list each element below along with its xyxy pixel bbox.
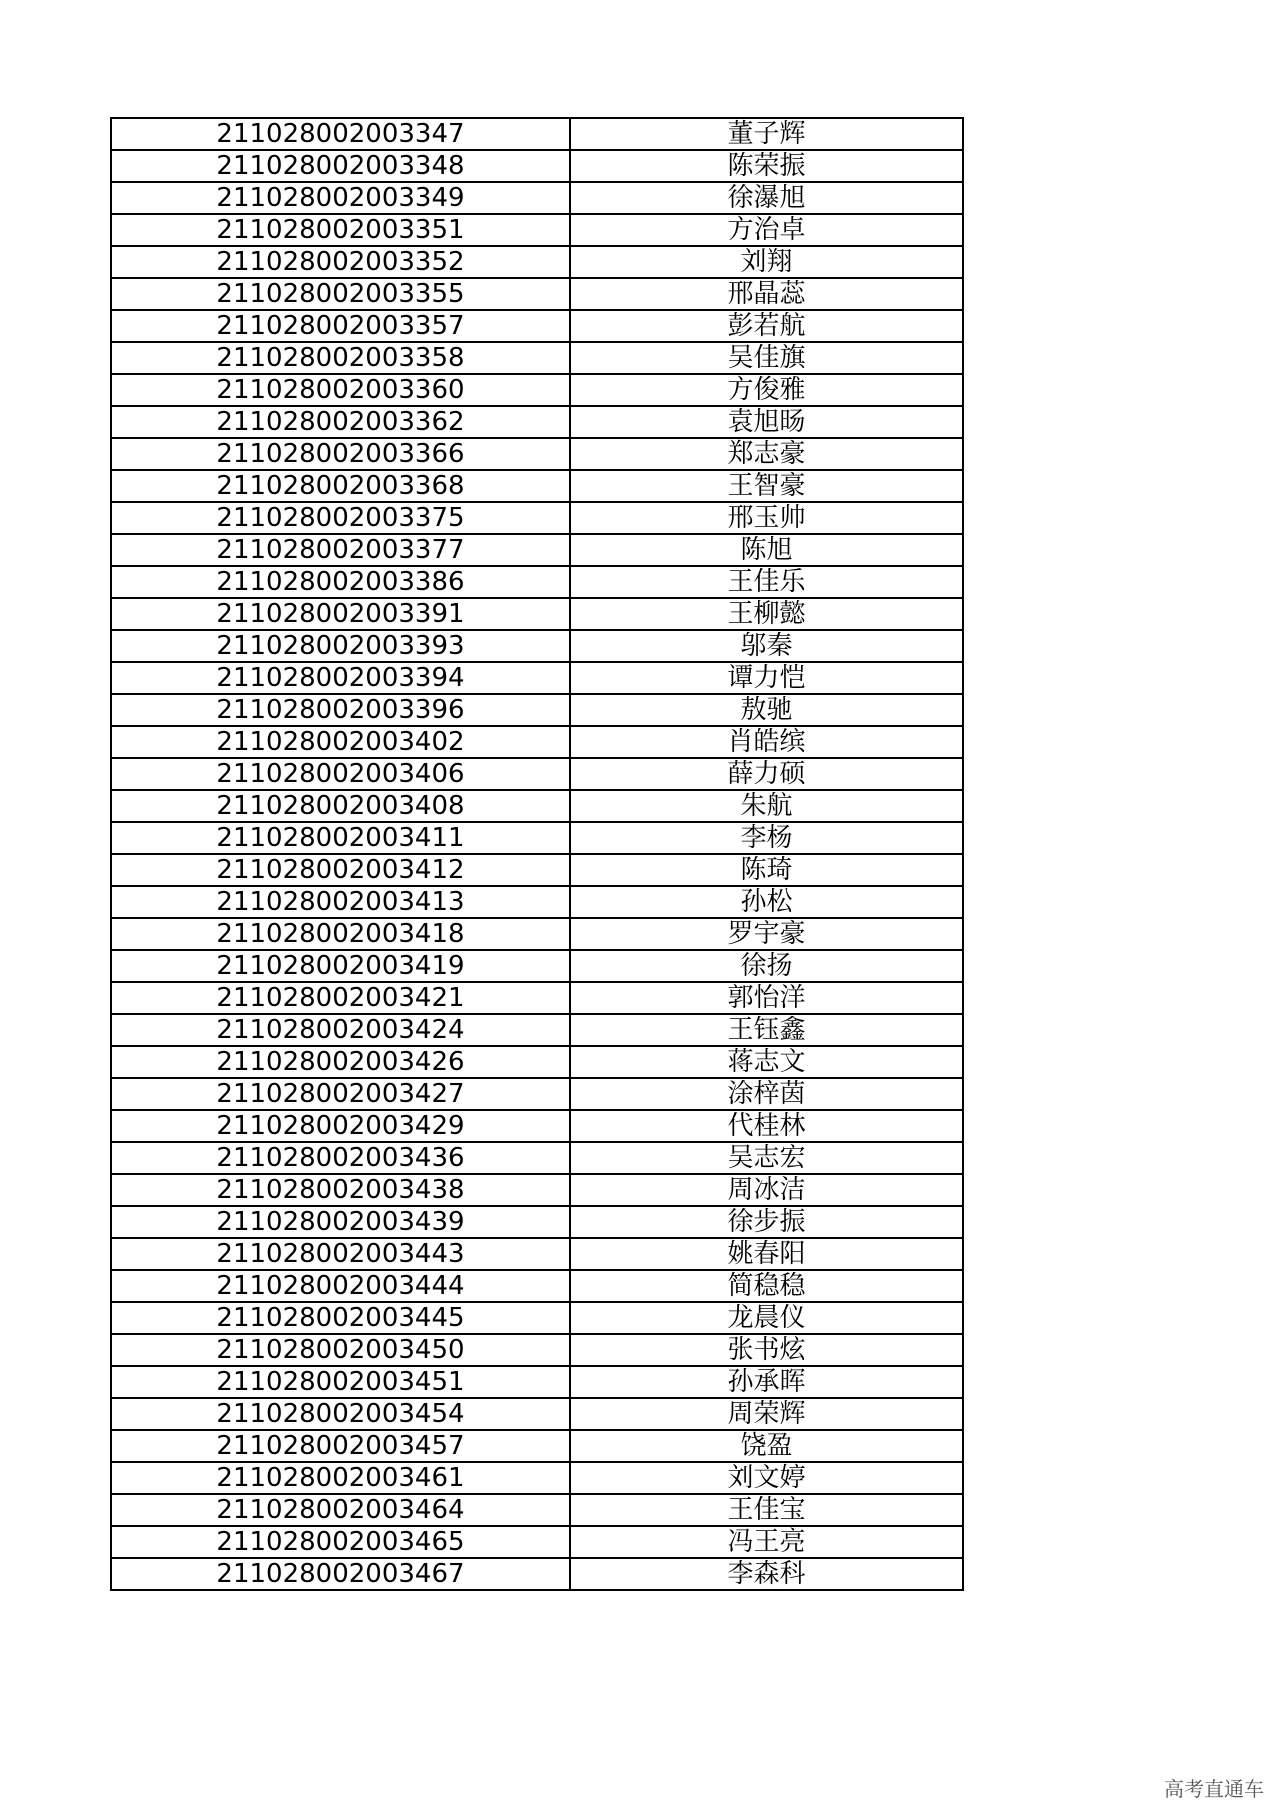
student-id-cell: 211028002003360 [111, 374, 570, 406]
student-name-cell: 方俊雅 [570, 374, 963, 406]
student-id-cell: 211028002003451 [111, 1366, 570, 1398]
student-id-cell: 211028002003443 [111, 1238, 570, 1270]
table-row [111, 182, 963, 214]
student-name-cell: 龙晨仪 [570, 1302, 963, 1334]
table-row [111, 566, 963, 598]
student-name-cell: 王智豪 [570, 470, 963, 502]
student-name-cell: 肖皓缤 [570, 726, 963, 758]
student-name-cell: 涂梓茵 [570, 1078, 963, 1110]
student-name-cell: 敖驰 [570, 694, 963, 726]
table-row [111, 1462, 963, 1494]
student-name-cell: 朱航 [570, 790, 963, 822]
table-row [111, 982, 963, 1014]
table-row [111, 118, 963, 150]
student-name-cell: 邬秦 [570, 630, 963, 662]
table-row [111, 1558, 963, 1590]
student-name-cell: 陈荣振 [570, 150, 963, 182]
student-id-cell: 211028002003396 [111, 694, 570, 726]
table-row [111, 1430, 963, 1462]
table-row [111, 1110, 963, 1142]
table-row [111, 630, 963, 662]
roster-table [110, 117, 964, 1591]
student-id-cell: 211028002003421 [111, 982, 570, 1014]
student-id-cell: 211028002003352 [111, 246, 570, 278]
table-row [111, 1206, 963, 1238]
student-name-cell: 董子辉 [570, 118, 963, 150]
table-row [111, 278, 963, 310]
table-row [111, 470, 963, 502]
student-id-cell: 211028002003394 [111, 662, 570, 694]
student-id-cell: 211028002003411 [111, 822, 570, 854]
student-name-cell: 谭力恺 [570, 662, 963, 694]
student-id-cell: 211028002003366 [111, 438, 570, 470]
student-name-cell: 袁旭旸 [570, 406, 963, 438]
student-name-cell: 徐扬 [570, 950, 963, 982]
student-name-cell: 饶盈 [570, 1430, 963, 1462]
student-id-cell: 211028002003439 [111, 1206, 570, 1238]
table-row [111, 246, 963, 278]
student-id-cell: 211028002003438 [111, 1174, 570, 1206]
student-id-cell: 211028002003450 [111, 1334, 570, 1366]
student-id-cell: 211028002003427 [111, 1078, 570, 1110]
table-row [111, 310, 963, 342]
student-name-cell: 陈旭 [570, 534, 963, 566]
table-row [111, 1398, 963, 1430]
student-name-cell: 郑志豪 [570, 438, 963, 470]
table-row [111, 534, 963, 566]
student-name-cell: 简稳稳 [570, 1270, 963, 1302]
table-row [111, 1334, 963, 1366]
student-name-cell: 姚春阳 [570, 1238, 963, 1270]
student-id-cell: 211028002003386 [111, 566, 570, 598]
student-name-cell: 代桂林 [570, 1110, 963, 1142]
table-row [111, 822, 963, 854]
student-name-cell: 李杨 [570, 822, 963, 854]
student-name-cell: 刘文婷 [570, 1462, 963, 1494]
table-row [111, 438, 963, 470]
student-id-cell: 211028002003444 [111, 1270, 570, 1302]
table-row [111, 1238, 963, 1270]
student-name-cell: 王柳懿 [570, 598, 963, 630]
table-row [111, 1494, 963, 1526]
student-id-cell: 211028002003377 [111, 534, 570, 566]
table-row [111, 726, 963, 758]
student-id-cell: 211028002003355 [111, 278, 570, 310]
student-id-cell: 211028002003419 [111, 950, 570, 982]
watermark-text: 高考直通车 [1164, 1777, 1264, 1801]
student-id-cell: 211028002003418 [111, 918, 570, 950]
student-id-cell: 211028002003393 [111, 630, 570, 662]
table-row [111, 758, 963, 790]
table-row [111, 1142, 963, 1174]
student-id-cell: 211028002003375 [111, 502, 570, 534]
student-id-cell: 211028002003362 [111, 406, 570, 438]
student-name-cell: 吴志宏 [570, 1142, 963, 1174]
student-name-cell: 王钰鑫 [570, 1014, 963, 1046]
student-name-cell: 薛力硕 [570, 758, 963, 790]
student-id-cell: 211028002003358 [111, 342, 570, 374]
table-row [111, 918, 963, 950]
student-id-cell: 211028002003413 [111, 886, 570, 918]
student-id-cell: 211028002003349 [111, 182, 570, 214]
student-name-cell: 冯王亮 [570, 1526, 963, 1558]
student-id-cell: 211028002003348 [111, 150, 570, 182]
table-row [111, 1078, 963, 1110]
student-name-cell: 李森科 [570, 1558, 963, 1590]
student-name-cell: 张书炫 [570, 1334, 963, 1366]
student-name-cell: 邢晶蕊 [570, 278, 963, 310]
student-name-cell: 罗宇豪 [570, 918, 963, 950]
student-id-cell: 211028002003351 [111, 214, 570, 246]
student-name-cell: 陈琦 [570, 854, 963, 886]
table-row [111, 662, 963, 694]
table-row [111, 1174, 963, 1206]
student-id-cell: 211028002003429 [111, 1110, 570, 1142]
student-name-cell: 王佳乐 [570, 566, 963, 598]
student-id-cell: 211028002003426 [111, 1046, 570, 1078]
student-id-cell: 211028002003406 [111, 758, 570, 790]
student-name-cell: 邢玉帅 [570, 502, 963, 534]
student-id-cell: 211028002003467 [111, 1558, 570, 1590]
student-name-cell: 王佳宝 [570, 1494, 963, 1526]
student-name-cell: 周冰洁 [570, 1174, 963, 1206]
student-name-cell: 孙承晖 [570, 1366, 963, 1398]
table-row [111, 950, 963, 982]
student-name-cell: 刘翔 [570, 246, 963, 278]
table-row [111, 406, 963, 438]
student-id-cell: 211028002003402 [111, 726, 570, 758]
student-name-cell: 郭怡洋 [570, 982, 963, 1014]
table-row [111, 1014, 963, 1046]
student-id-cell: 211028002003424 [111, 1014, 570, 1046]
student-name-cell: 方治卓 [570, 214, 963, 246]
student-name-cell: 吴佳旗 [570, 342, 963, 374]
table-row [111, 342, 963, 374]
student-id-cell: 211028002003357 [111, 310, 570, 342]
table-row [111, 1270, 963, 1302]
table-row [111, 854, 963, 886]
student-name-cell: 周荣辉 [570, 1398, 963, 1430]
student-id-cell: 211028002003368 [111, 470, 570, 502]
student-name-cell: 徐瀑旭 [570, 182, 963, 214]
table-row [111, 1046, 963, 1078]
roster-body [111, 118, 963, 1590]
table-row [111, 1526, 963, 1558]
student-name-cell: 孙松 [570, 886, 963, 918]
student-id-cell: 211028002003412 [111, 854, 570, 886]
table-row [111, 1366, 963, 1398]
table-row [111, 886, 963, 918]
student-id-cell: 211028002003464 [111, 1494, 570, 1526]
table-row [111, 502, 963, 534]
table-row [111, 1302, 963, 1334]
table-row [111, 694, 963, 726]
student-id-cell: 211028002003408 [111, 790, 570, 822]
table-row [111, 598, 963, 630]
table-row [111, 214, 963, 246]
student-id-cell: 211028002003436 [111, 1142, 570, 1174]
student-name-cell: 徐步振 [570, 1206, 963, 1238]
student-id-cell: 211028002003347 [111, 118, 570, 150]
table-row [111, 374, 963, 406]
student-id-cell: 211028002003461 [111, 1462, 570, 1494]
student-name-cell: 蒋志文 [570, 1046, 963, 1078]
table-row [111, 790, 963, 822]
student-name-cell: 彭若航 [570, 310, 963, 342]
student-id-cell: 211028002003465 [111, 1526, 570, 1558]
table-row [111, 150, 963, 182]
student-id-cell: 211028002003391 [111, 598, 570, 630]
student-id-cell: 211028002003454 [111, 1398, 570, 1430]
student-id-cell: 211028002003445 [111, 1302, 570, 1334]
student-id-cell: 211028002003457 [111, 1430, 570, 1462]
